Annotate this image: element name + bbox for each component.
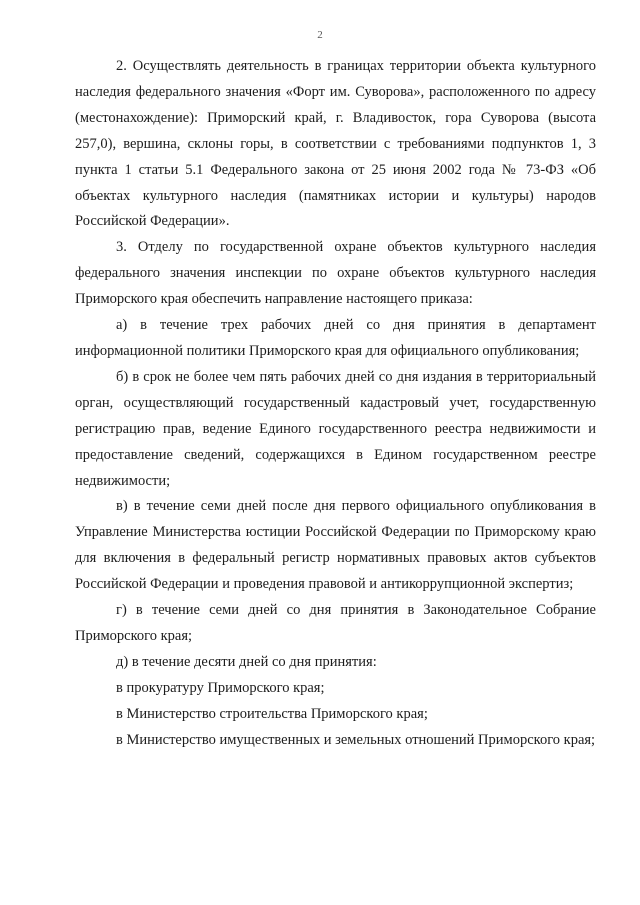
recipient-property-ministry: в Министерство имущественных и земельных отношений Приморского края; <box>116 731 596 748</box>
recipient-prosecutor: в прокуратуру Приморского края; <box>116 679 325 696</box>
subitem-v: в) в течение семи дней после дня первого официального опубликования в Управление Министерства юстиции Российской Федерации по Приморскому краю для включения в федеральный регистр нормативных правовых актов субъектов Российской Федерации и проведения правовой и антикоррупционной экспертиз; <box>75 498 596 593</box>
subitem-g: г) в течение семи дней со дня принятия в Законодательное Собрание Приморского края; <box>75 602 596 644</box>
document-body <box>75 54 596 753</box>
subitem-a: а) в течение трех рабочих дней со дня принятия в департамент информационной политики Приморского края для официального опубликования; <box>75 317 596 359</box>
paragraph-item-2: 2. Осуществлять деятельность в границах территории объекта культурного наследия федерального значения «Форт им. Суворова», расположенного по адресу (местонахождение): Приморский край, г. Владивосток, гора Суворова (высота 257,0), вершина, склоны горы, в соответствии с требованиями подпунктов 1, 3 пункта 1 статьи 5.1 Федерального закона от 25 июня 2002 года № 73-ФЗ «Об объектах культурного наследия (памятниках истории и культуры) народов Российской Федерации». <box>75 58 596 230</box>
recipient-construction-ministry: в Министерство строительства Приморского края; <box>116 705 428 722</box>
subitem-b: б) в срок не более чем пять рабочих дней со дня издания в территориальный орган, осуществляющий государственный кадастровый учет, государственную регистрацию прав, ведение Единого государственного реестра недвижимости и предоставление сведений, содержащихся в Едином государственном реестре недвижимости; <box>75 368 596 489</box>
subitem-d: д) в течение десяти дней со дня принятия: <box>116 653 377 670</box>
page-number: 2 <box>317 29 323 41</box>
paragraph-item-3: 3. Отделу по государственной охране объектов культурного наследия федерального значения инспекции по охране объектов культурного наследия Приморского края обеспечить направление настоящего приказа: <box>75 239 596 308</box>
